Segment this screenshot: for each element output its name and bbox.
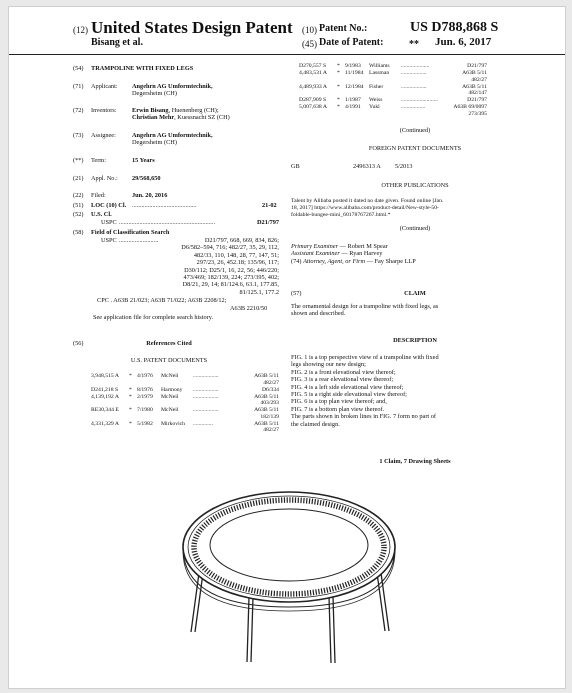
field-uspc-label: USPC [101, 237, 117, 244]
foreign-date: 5/2013 [395, 163, 413, 170]
appl-value: 29/568,650 [132, 175, 161, 182]
applicant-location: Degersheim (CH) [132, 90, 177, 98]
reference-class: A63B 5/11 [254, 393, 279, 400]
inventors-code: (72) [73, 107, 84, 114]
reference-name: McNeil [161, 407, 179, 413]
description-line: FIG. 6 is a top plan view thereof; and, [291, 398, 387, 406]
foreign-docs-heading: FOREIGN PATENT DOCUMENTS [368, 145, 462, 152]
appl-code: (21) [73, 175, 84, 182]
reference-row [91, 407, 291, 421]
reference-name: Weiss [369, 97, 383, 103]
assignee-name: Angehrn AG Umformtechnik, [132, 132, 213, 139]
field-uspc-dots: ......................... [119, 237, 159, 244]
reference-date: 2/1979 [137, 393, 153, 400]
reference-date: 11/1984 [345, 70, 364, 76]
patent-number: US D788,868 S [410, 20, 499, 35]
reference-dots: .......................... [401, 97, 438, 103]
reference-dots: ................. [401, 104, 426, 110]
uscl-uspc-label: USPC [101, 219, 117, 226]
reference-class: A63B 5/11 [254, 420, 279, 427]
reference-number: 3,948,515 A [91, 373, 119, 379]
claim-heading: CLAIM [404, 290, 426, 297]
reference-name: Harmony [161, 386, 183, 393]
cpc-line-1: CPC . A63B 21/023; A63B 71/022; A63B 2208/12; [97, 297, 227, 304]
reference-star: * [337, 97, 340, 103]
appl-label: Appl. No.: [91, 175, 118, 182]
other-publication [291, 198, 443, 218]
reference-class-secondary: 403/293 [260, 400, 279, 407]
reference-dots: .................. [401, 83, 427, 90]
assignee-label: Assignee: [91, 132, 116, 139]
inventors-label: Inventors: [91, 107, 117, 114]
reference-row [91, 387, 291, 394]
field-line: D8/21, 29, 14; 81/124.6, 63.1, 177.85, [182, 281, 279, 289]
patent-no-label: Patent No.: [319, 23, 368, 34]
reference-class-secondary: 482/27 [471, 76, 487, 83]
reference-class: A63B 5/11 [462, 83, 487, 90]
reference-star: * [129, 393, 132, 400]
reference-name: Mirkovich [161, 420, 186, 427]
reference-class-secondary: 182/139 [260, 413, 279, 420]
reference-name: McNeil [161, 373, 179, 379]
description-heading: DESCRIPTION [393, 337, 437, 344]
cpc-line-2: A63B 2210/50 [230, 305, 268, 312]
assistant-examiner: — Ryan Harvey [339, 250, 383, 258]
reference-star: * [337, 83, 340, 90]
reference-class: A63B 5/11 [462, 70, 487, 76]
primary-examiner: — Robert M Spear [338, 243, 388, 250]
reference-dots: .............. [193, 420, 213, 427]
inventor-1-name: Erwin Bisang [132, 107, 169, 114]
filed-value: Jun. 20, 2016 [132, 192, 168, 199]
other-publication-line: foldable-bungee-mini_60178767267.html.* [291, 211, 391, 218]
patent-type-title: United States Design Patent [91, 18, 293, 37]
reference-dots: .................. [193, 386, 219, 393]
description-line: FIG. 7 is a bottom plan view thereof. [291, 405, 385, 413]
reference-number: D287,909 S [299, 97, 327, 103]
reference-row [91, 394, 291, 408]
field-line: 482/33, 110, 148, 28, 77, 147, 51; [193, 251, 279, 259]
reference-name: Yukl [369, 104, 380, 110]
reference-dots: .................. [193, 373, 219, 379]
filed-code: (22) [73, 192, 84, 199]
reference-class: D21/797 [467, 97, 487, 103]
continued-label: (Continued) [399, 127, 431, 134]
reference-row [91, 373, 291, 387]
reference-star: * [129, 386, 132, 393]
other-publications-heading: OTHER PUBLICATIONS [381, 182, 449, 189]
header-divider [9, 54, 565, 55]
description-line: legs showing our new design; [291, 361, 366, 369]
reference-name: Williams [369, 63, 390, 69]
other-publication-line: 18, 2017] https://www.alibaba.com/product-detail/New-style-50- [291, 204, 439, 211]
description-line: FIG. 1 is a top perspective view of a trampoline with fixed [291, 354, 439, 361]
foreign-number: 2496313 A [353, 163, 381, 170]
other-publication-line: Talent by Alibaba posted it dated no date given. Found online [Jan. [291, 198, 444, 204]
reference-name: Lassman [369, 70, 390, 76]
reference-class-secondary: 482/27 [263, 427, 279, 434]
reference-row [299, 104, 499, 118]
reference-date: 4/1991 [345, 104, 361, 110]
filed-label: Filed: [91, 192, 106, 199]
description-line: FIG. 2 is a front elevational view thereof; [291, 368, 396, 376]
field-line: 473/469; 182/139, 224; 273/395, 402; [183, 274, 279, 282]
reference-star: * [337, 104, 340, 110]
reference-class-secondary: 482/147 [468, 90, 487, 97]
applicant-code: (71) [73, 83, 84, 90]
reference-dots: .................... [401, 63, 430, 69]
claims-drawings-summary: 1 Claim, 7 Drawing Sheets [379, 458, 451, 465]
us-patent-docs-heading: U.S. PATENT DOCUMENTS [130, 357, 208, 364]
term-code: (**) [73, 157, 84, 164]
claim-line: The ornamental design for a trampoline with fixed legs, as [291, 303, 439, 310]
trampoline-drawing [169, 477, 409, 677]
uscl-value: D21/797 [257, 219, 280, 226]
field-code: (58) [73, 229, 84, 236]
reference-date: 12/1984 [345, 83, 364, 90]
description-line: the claimed design. [291, 420, 340, 428]
reference-number: D241,218 S [91, 386, 119, 393]
reference-number: 5,007,638 A [299, 104, 327, 110]
field-line: D6/582–594, 716; 482/27, 35, 29, 112, [181, 244, 279, 252]
inventors-value [132, 107, 230, 122]
loc-value: 21-02 [262, 202, 277, 209]
description-line: FIG. 5 is a right side elevational view thereof; [291, 391, 407, 399]
term-value: 15 Years [132, 157, 155, 164]
assignee-location: Degersheim (CH) [132, 139, 177, 147]
primary-examiner-label: Primary Examiner [291, 243, 339, 250]
claim-code: (57) [291, 290, 302, 297]
inventor-2-name: Christian Mehr [132, 114, 175, 122]
reference-row [91, 421, 291, 435]
uscl-label: U.S. Cl. [91, 211, 112, 218]
reference-dots: .................. [193, 393, 219, 400]
applicant-label: Applicant: [91, 83, 118, 90]
reference-row [299, 84, 499, 98]
reference-number: 4,331,329 A [91, 420, 119, 427]
reference-class: D21/797 [467, 63, 487, 69]
reference-star: * [337, 70, 340, 76]
reference-number: RE30,344 E [91, 407, 119, 413]
assistant-examiner-label: Assistant Examiner [291, 250, 340, 258]
reference-row [299, 70, 499, 84]
header-code-12: (12) [73, 25, 88, 35]
claim-line: shown and described. [291, 310, 346, 318]
attorney-code: (74) [291, 257, 302, 265]
reference-number: 4,489,933 A [299, 83, 327, 90]
attorney: — Fay Sharpe LLP [365, 257, 416, 265]
claim-text [291, 303, 438, 318]
reference-star: * [129, 407, 132, 413]
references-heading: References Cited [146, 340, 192, 347]
reference-name: McNeil [161, 393, 179, 400]
field-line: D21/797, 668, 669, 834, 826; [204, 237, 279, 244]
reference-date: 5/1982 [137, 420, 153, 427]
reference-class: A63B 5/11 [254, 373, 279, 379]
attorney-label: Attorney, Agent, or Firm [303, 257, 366, 265]
reference-dots: .................. [193, 407, 219, 413]
field-uspc-list [127, 237, 279, 296]
description-text [291, 354, 439, 428]
reference-date: 7/1980 [137, 407, 153, 413]
uscl-dots: ............................................................. [119, 219, 216, 226]
header-code-45: (45) [302, 39, 317, 49]
reference-date: 9/1983 [345, 63, 361, 69]
date-marker: ** [409, 39, 419, 50]
reference-class: D6/334 [261, 386, 279, 393]
assignee-code: (73) [73, 132, 84, 139]
date-label: Date of Patent: [319, 37, 384, 48]
inventor-1-location: , Huenenberg (CH); [168, 107, 219, 114]
reference-number: 4,139,192 A [91, 393, 119, 400]
reference-date: 1/1987 [345, 97, 361, 103]
reference-class-secondary: 482/27 [263, 379, 279, 386]
patent-page [8, 6, 566, 689]
foreign-country: GB [291, 163, 300, 170]
references-code: (56) [73, 340, 84, 347]
assignee-value [132, 132, 213, 147]
patent-date: Jun. 6, 2017 [435, 36, 492, 48]
reference-class: A63B 5/11 [254, 407, 279, 413]
applicant-value [132, 83, 213, 98]
reference-name: Fisher [369, 83, 384, 90]
reference-date: 8/1976 [137, 386, 153, 393]
term-label: Term: [91, 157, 106, 164]
reference-star: * [337, 63, 340, 69]
reference-number: D270,557 S [299, 63, 327, 69]
uscl-code: (52) [73, 211, 84, 218]
see-application: See application file for complete search history. [93, 314, 214, 321]
authors: Bisang et al. [91, 37, 143, 48]
applicant-name: Angehrn AG Umformtechnik, [132, 83, 213, 90]
reference-row [299, 63, 499, 70]
description-line: The parts shown in broken lines in FIG. 7 form no part of [291, 413, 436, 421]
loc-dots: ......................................... [132, 202, 197, 209]
inventor-2-location: , Kuessnacht SZ (CH) [174, 114, 230, 122]
loc-code: (51) [73, 202, 84, 209]
reference-date: 4/1976 [137, 373, 153, 379]
field-label: Field of Classification Search [91, 229, 170, 236]
reference-dots: .................. [401, 70, 427, 76]
reference-class: A63B 69/0097 [453, 104, 487, 110]
title-code: (54) [73, 65, 84, 72]
description-line: FIG. 4 is a left side elevational view thereof; [291, 383, 404, 391]
field-line: 297/23, 26, 452.18; 135/96, 117; [196, 259, 279, 267]
continued-label-2: (Continued) [399, 225, 431, 232]
description-line: FIG. 3 is a rear elevational view thereof; [291, 376, 394, 384]
reference-star: * [129, 373, 132, 379]
reference-row [299, 97, 499, 104]
reference-number: 4,483,531 A [299, 70, 327, 76]
field-line: D30/112; D25/1, 16, 22, 56; 446/220; [184, 266, 279, 274]
header-code-10: (10) [302, 25, 317, 35]
reference-class-secondary: 273/395 [468, 110, 487, 117]
reference-star: * [129, 420, 132, 427]
examiners [291, 243, 416, 265]
design-title: TRAMPOLINE WITH FIXED LEGS [91, 65, 194, 72]
field-line: 81/125.1, 177.2 [239, 288, 279, 296]
loc-label: LOC (10) Cl. [91, 202, 127, 209]
